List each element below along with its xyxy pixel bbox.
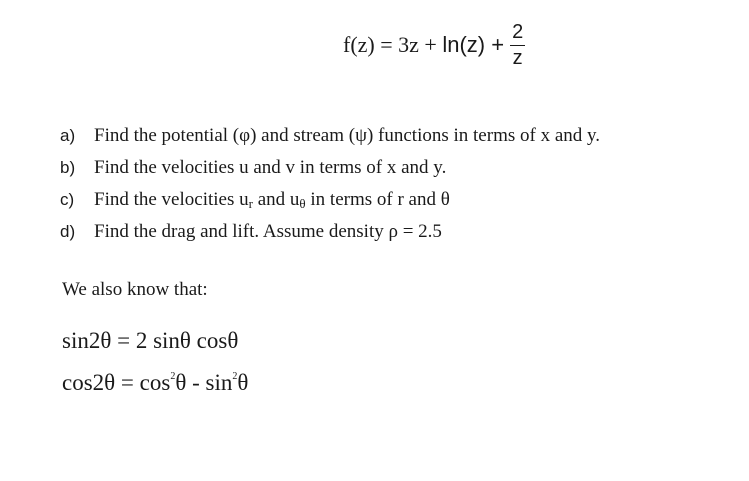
identity-cos-double-angle	[62, 370, 248, 396]
identity2-mid: θ - sin	[175, 370, 233, 395]
question-b	[60, 152, 600, 184]
superscript-2: 2	[170, 371, 176, 382]
question-text: Find the potential (φ) and stream (ψ) functions in terms of x and y.	[94, 125, 601, 146]
question-letter: d)	[60, 222, 76, 241]
question-text-mid: and u	[252, 188, 300, 210]
subscript-r: r	[248, 195, 253, 211]
subscript-theta: θ	[299, 195, 306, 211]
intro-text: We also know that:	[62, 279, 208, 300]
fraction-numerator: 2	[510, 22, 525, 46]
identity2-post: θ	[237, 370, 249, 395]
question-letter: c)	[60, 190, 75, 209]
identity-sin-double-angle: sin2θ = 2 sinθ cosθ	[62, 328, 239, 353]
equation-fraction	[510, 22, 525, 68]
fraction-denominator: z	[512, 47, 523, 69]
question-text: Find the velocities u and v in terms of x and y.	[94, 157, 447, 178]
equation-lhs: f(z) = 3z +	[343, 32, 437, 57]
question-text-post: in terms of r and θ	[305, 188, 450, 210]
main-equation	[343, 22, 525, 68]
question-d	[60, 216, 600, 248]
question-a	[60, 120, 600, 152]
equation-ln-term: ln(z) +	[442, 32, 505, 57]
question-list	[60, 120, 600, 248]
identity2-pre: cos2θ = cos	[62, 370, 171, 395]
question-text	[94, 189, 450, 212]
question-text-pre: Find the velocities u	[94, 188, 249, 210]
question-text: Find the drag and lift. Assume density ρ = 2.5	[94, 221, 442, 242]
question-letter: b)	[60, 158, 76, 177]
question-letter: a)	[60, 126, 76, 145]
superscript-2: 2	[232, 371, 238, 382]
question-c	[60, 184, 600, 216]
